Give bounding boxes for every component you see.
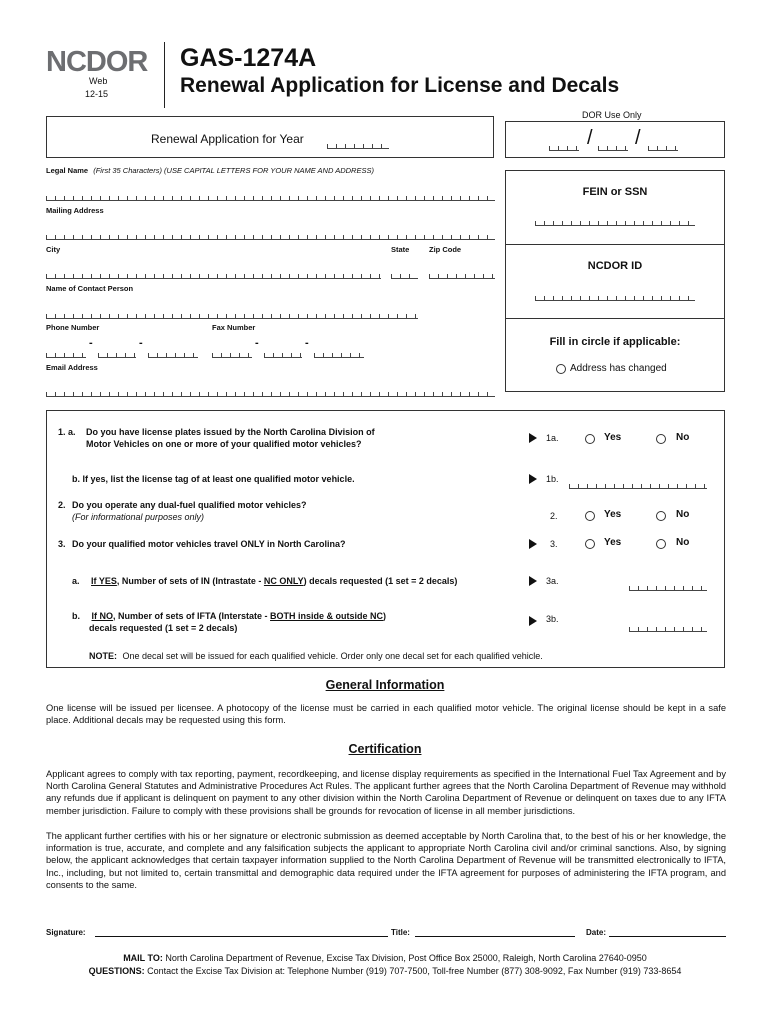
dor-date-year bbox=[648, 143, 678, 151]
q2-ref: 2. bbox=[550, 511, 558, 521]
certification-para-2: The applicant further certifies with his or her signature or electronic submission as deemed acceptable by North Carolina that, to the best of his or her knowledge, the information is true, accurate, and complete and any falsification subjects the applicant to appropriate North Carolina civil and/or criminal sanctions. Also, by signing below, the applicant acknowledges that certain taxpayer information supplied to the North Carolina Department of Revenue will be transmitted electronically to IFTA, Inc., including, but not limited to, certain transmittal and demographic data required under the IFTA agreement for purposes of administering the IFTA program, and consents to the same. bbox=[46, 831, 726, 890]
certification-heading: Certification bbox=[348, 742, 422, 756]
side-info-box bbox=[505, 170, 725, 392]
side-divider-1 bbox=[505, 244, 725, 245]
address-changed-radio[interactable] bbox=[556, 364, 566, 374]
q3-arrow-icon bbox=[529, 539, 537, 549]
q3-no-radio[interactable] bbox=[656, 539, 666, 549]
side-divider-2 bbox=[505, 318, 725, 319]
fein-label: FEIN or SSN bbox=[582, 186, 648, 198]
q3a-mid: , Number of sets of IN (Intrastate - bbox=[116, 576, 264, 586]
mail-to-text: North Carolina Department of Revenue, Excise Tax Division, Post Office Box 25000, Raleigh, North Carolina 27640-0950 bbox=[165, 953, 647, 963]
fax-label: Fax Number bbox=[212, 323, 256, 332]
city-label: City bbox=[46, 245, 61, 254]
legal-name-title: Legal Name bbox=[46, 166, 89, 175]
q3a-prefix: a. bbox=[72, 576, 80, 586]
note-label: NOTE: bbox=[89, 651, 117, 661]
q3-number: 3. bbox=[58, 539, 66, 549]
state-input[interactable] bbox=[391, 271, 418, 279]
ncdor-id-input[interactable] bbox=[535, 293, 695, 301]
q3b-end: ) bbox=[383, 611, 387, 621]
q1a-number: 1. a. bbox=[58, 427, 76, 437]
contact-label: Name of Contact Person bbox=[46, 284, 134, 293]
questions-contact bbox=[0, 966, 770, 976]
q3b-if: If NO bbox=[91, 611, 114, 621]
q2-number: 2. bbox=[58, 500, 66, 510]
q1a-yes-label: Yes bbox=[604, 432, 622, 443]
dor-slash-2: / bbox=[635, 127, 641, 149]
q3b-both: BOTH inside & outside NC bbox=[270, 611, 384, 621]
renewal-year-input[interactable] bbox=[327, 141, 389, 149]
q1b-text: b. If yes, list the license tag of at least one qualified motor vehicle. bbox=[72, 474, 355, 484]
fax-dash-1: - bbox=[255, 337, 259, 349]
zip-input[interactable] bbox=[429, 271, 495, 279]
q1a-yes-radio[interactable] bbox=[585, 434, 595, 444]
q3-yes-radio[interactable] bbox=[585, 539, 595, 549]
ncdor-logo bbox=[46, 46, 147, 79]
q3a-nconly: NC ONLY bbox=[263, 576, 304, 586]
phone-line-input[interactable] bbox=[148, 350, 198, 358]
logo-text: NCDOR bbox=[46, 46, 148, 78]
mailing-address-label: Mailing Address bbox=[46, 206, 104, 215]
q3b-arrow-icon bbox=[529, 616, 537, 626]
legal-name-label bbox=[46, 166, 374, 175]
q3b-ref: 3b. bbox=[546, 614, 559, 624]
q3-yes-label: Yes bbox=[604, 537, 622, 548]
dor-use-only: DOR Use Only bbox=[582, 110, 642, 120]
q2-text-line1: Do you operate any dual-fuel qualified motor vehicles? bbox=[72, 500, 307, 510]
email-input[interactable] bbox=[46, 389, 495, 397]
email-label: Email Address bbox=[46, 363, 98, 372]
general-info-text: One license will be issued per licensee. A photocopy of the license must be carried in each qualified motor vehicle. The original license should be kept in a safe place. Additional decals may be requested using this form. bbox=[46, 703, 726, 726]
q1a-ref: 1a. bbox=[546, 433, 559, 443]
mail-to bbox=[0, 953, 770, 963]
contact-input[interactable] bbox=[46, 311, 418, 319]
phone-area-input[interactable] bbox=[46, 350, 86, 358]
q3-ref: 3. bbox=[550, 539, 558, 549]
q2-text-line2: (For informational purposes only) bbox=[72, 512, 205, 522]
ncdor-id-label: NCDOR ID bbox=[587, 260, 643, 272]
web-date: 12-15 bbox=[85, 89, 109, 99]
phone-label: Phone Number bbox=[46, 323, 100, 332]
q3-no-label: No bbox=[676, 537, 690, 548]
q1a-text-line2: Motor Vehicles on one or more of your qualified motor vehicles? bbox=[86, 439, 362, 449]
date-input[interactable] bbox=[609, 935, 726, 937]
signature-label: Signature: bbox=[46, 928, 86, 937]
web-label: Web bbox=[89, 76, 108, 86]
phone-dash-1: - bbox=[89, 337, 93, 349]
q3b-sets-input[interactable] bbox=[629, 624, 707, 632]
q1a-text-line1: Do you have license plates issued by the North Carolina Division of bbox=[86, 427, 375, 437]
renewal-year-label: Renewal Application for Year bbox=[151, 132, 304, 146]
q3-text: Do your qualified motor vehicles travel ONLY in North Carolina? bbox=[72, 539, 346, 549]
q3b-text bbox=[72, 611, 386, 621]
fax-area-input[interactable] bbox=[212, 350, 252, 358]
city-input[interactable] bbox=[46, 271, 381, 279]
q3b-prefix: b. bbox=[72, 611, 80, 621]
note-text: One decal set will be issued for each qualified vehicle. Order only one decal set for each qualified vehicle. bbox=[122, 651, 543, 661]
q3a-text bbox=[72, 576, 457, 586]
fax-line-input[interactable] bbox=[314, 350, 364, 358]
title-label: Title: bbox=[391, 928, 410, 937]
dor-slash-1: / bbox=[587, 127, 593, 149]
questions-label: QUESTIONS: bbox=[88, 966, 145, 976]
dor-date-day bbox=[598, 143, 628, 151]
phone-prefix-input[interactable] bbox=[98, 350, 136, 358]
fax-prefix-input[interactable] bbox=[264, 350, 302, 358]
date-label: Date: bbox=[586, 928, 607, 937]
q2-no-label: No bbox=[676, 509, 690, 520]
q1a-arrow-icon bbox=[529, 433, 537, 443]
q3b-text-line2: decals requested (1 set = 2 decals) bbox=[89, 623, 238, 633]
legal-name-input[interactable] bbox=[46, 193, 495, 201]
form-title: Renewal Application for License and Decals bbox=[180, 74, 620, 97]
q1b-arrow-icon bbox=[529, 474, 537, 484]
dor-date-month bbox=[549, 143, 579, 151]
header-divider bbox=[164, 42, 165, 108]
state-label: State bbox=[391, 245, 410, 254]
form-number: GAS-1274A bbox=[180, 44, 317, 72]
mailing-address-input[interactable] bbox=[46, 232, 495, 240]
q1a-no-label: No bbox=[676, 432, 690, 443]
address-changed-label: Address has changed bbox=[570, 363, 667, 374]
q1b-license-tag-input[interactable] bbox=[569, 481, 707, 489]
q2-no-radio[interactable] bbox=[656, 511, 666, 521]
note bbox=[89, 651, 543, 661]
fax-dash-2: - bbox=[305, 337, 309, 349]
legal-name-hint: (First 35 Characters) (USE CAPITAL LETTERS FOR YOUR NAME AND ADDRESS) bbox=[93, 166, 374, 175]
mail-to-label: MAIL TO: bbox=[123, 953, 163, 963]
q3a-ref: 3a. bbox=[546, 576, 559, 586]
dor-use-box bbox=[505, 121, 725, 158]
signature-input[interactable] bbox=[95, 935, 388, 937]
q3a-if: If YES bbox=[91, 576, 117, 586]
general-info-heading: General Information bbox=[325, 678, 445, 692]
q2-yes-radio[interactable] bbox=[585, 511, 595, 521]
q3a-end: ) decals requested (1 set = 2 decals) bbox=[303, 576, 458, 586]
q2-yes-label: Yes bbox=[604, 509, 622, 520]
fill-circle-label: Fill in circle if applicable: bbox=[549, 336, 681, 348]
q1b-ref: 1b. bbox=[546, 474, 559, 484]
questions-text: Contact the Excise Tax Division at: Telephone Number (919) 707-7500, Toll-free Number (877) 308-9092, Fax Number (919) 733-8654 bbox=[147, 966, 682, 976]
q3a-arrow-icon bbox=[529, 576, 537, 586]
phone-dash-2: - bbox=[139, 337, 143, 349]
zip-label: Zip Code bbox=[429, 245, 462, 254]
q3a-sets-input[interactable] bbox=[629, 583, 707, 591]
q3b-mid: , Number of sets of IFTA (Interstate - bbox=[113, 611, 271, 621]
q1a-no-radio[interactable] bbox=[656, 434, 666, 444]
certification-para-1: Applicant agrees to comply with tax reporting, payment, recordkeeping, and license display requirements as specified in the International Fuel Tax Agreement and by North Carolina General Statutes and Administrative Procedures Act Rules. The applicant further agrees that the North Carolina Department of Revenue may withhold any refunds due if applicant is delinquent on payment to any other division within the North Carolina Department of Revenue or delinquent on taxes due to any IFTA member jurisdiction. Failure to comply with these provisions shall be grounds for revocation of license in all member jurisdictions. bbox=[46, 769, 726, 816]
title-input[interactable] bbox=[415, 935, 575, 937]
fein-input[interactable] bbox=[535, 218, 695, 226]
